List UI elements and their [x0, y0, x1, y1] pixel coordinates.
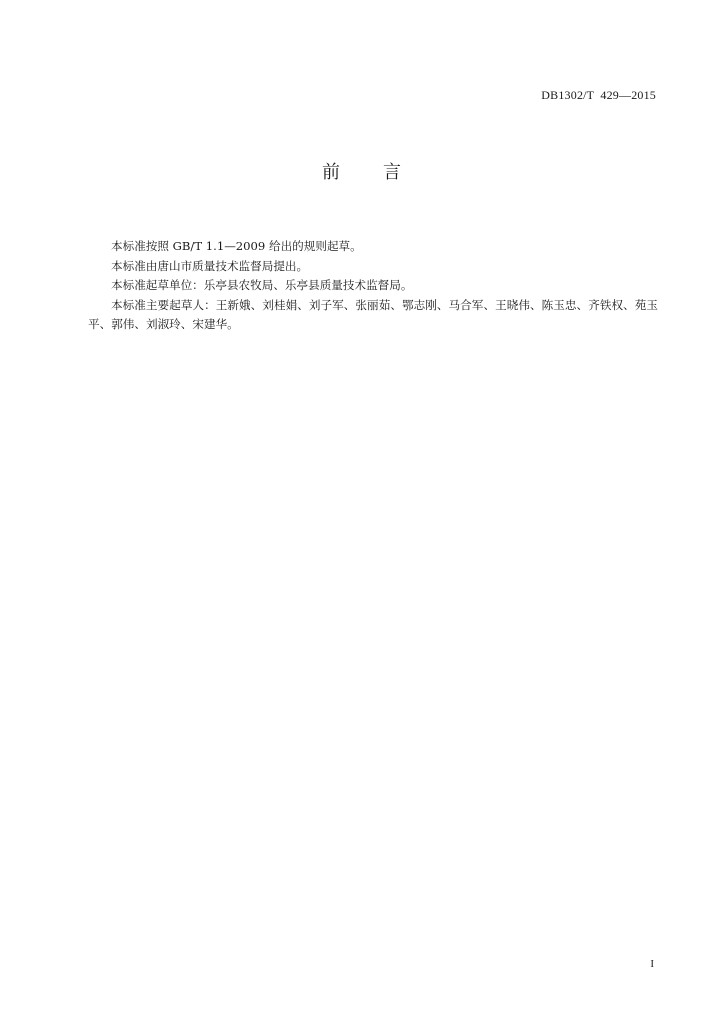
foreword-body	[88, 237, 658, 335]
paragraph-drafting-rules: 本标准按照 GB/T 1.1—2009 给出的规则起草。	[111, 239, 362, 253]
standard-code: DB1302/T 429—2015	[541, 88, 656, 102]
page-number: I	[650, 958, 654, 970]
paragraph-drafting-units: 本标准起草单位：乐亭县农牧局、乐亭县质量技术监督局。	[111, 278, 413, 292]
title-char-1: 前	[322, 162, 341, 183]
paragraph-drafters: 本标准主要起草人：王新娥、刘桂娟、刘子军、张丽茹、鄂志刚、马合军、王晓伟、陈玉忠、齐铁权、苑玉平、郭伟、刘淑玲、宋建华。	[88, 297, 658, 331]
page-title	[0, 158, 724, 184]
title-char-2: 言	[383, 162, 402, 183]
paragraph-proposer: 本标准由唐山市质量技术监督局提出。	[111, 258, 309, 273]
